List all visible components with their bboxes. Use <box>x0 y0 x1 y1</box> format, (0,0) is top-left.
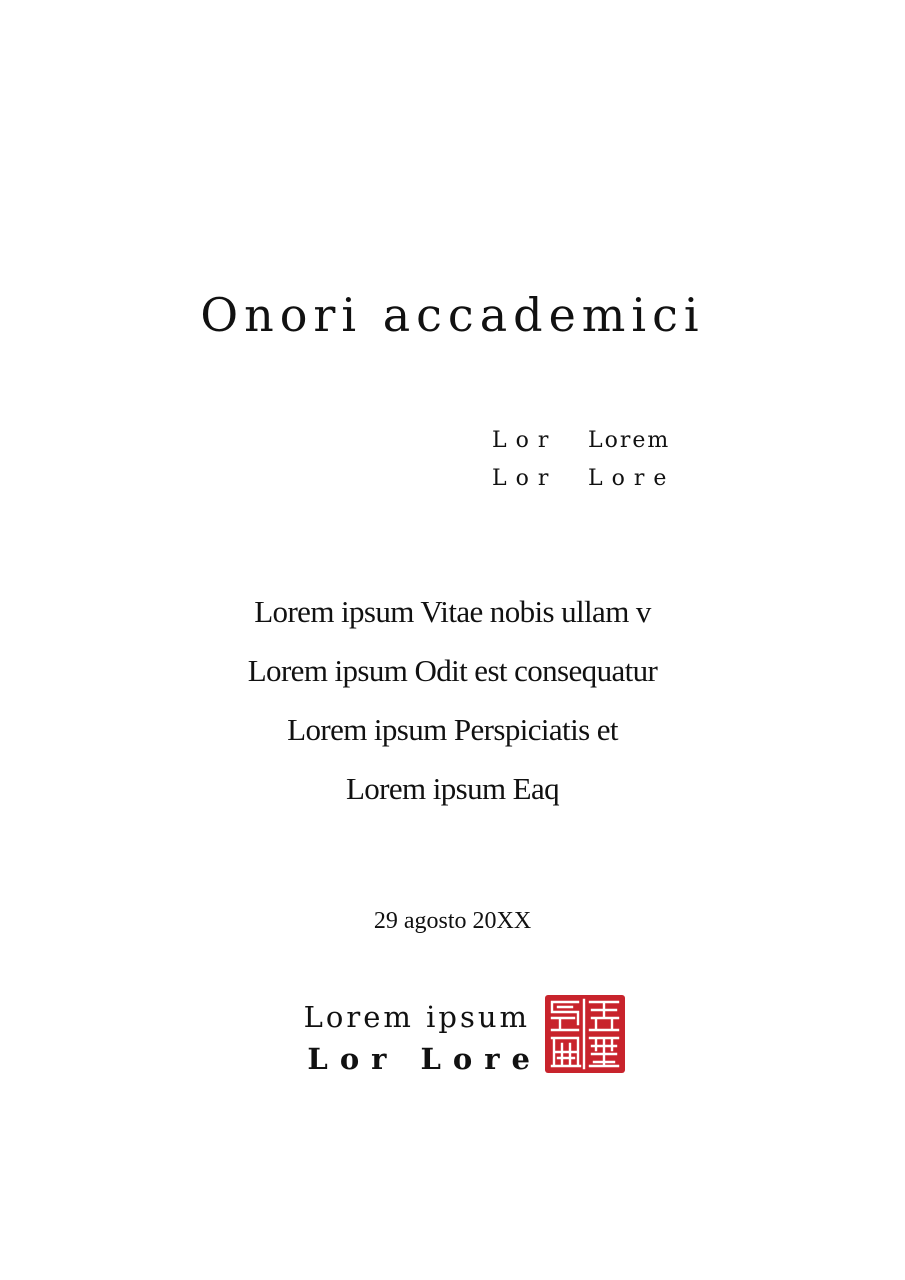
citation-text <box>0 582 905 818</box>
signature-block <box>280 996 640 1086</box>
recipient-block <box>492 422 712 498</box>
citation-line: Lorem ipsum Vitae nobis ullam v <box>254 594 651 629</box>
recipient-second: Lorem <box>588 428 671 453</box>
page-title: Onori accademici <box>200 288 705 342</box>
recipient-second: Lore <box>588 466 676 491</box>
recipient-first: Lor <box>492 428 558 453</box>
recipient-first: Lor <box>492 466 558 491</box>
citation-line: Lorem ipsum Odit est consequatur <box>247 653 658 688</box>
signature-line-2: Lor Lore <box>307 1042 542 1076</box>
signature-text <box>303 996 542 1080</box>
recipient-row <box>492 422 712 460</box>
citation-line: Lorem ipsum Eaq <box>345 771 560 806</box>
issue-date: 29 agosto 20XX <box>373 908 532 934</box>
signature-line-1: Lorem ipsum <box>303 1000 530 1034</box>
red-seal-stamp-icon <box>544 994 626 1074</box>
citation-line: Lorem ipsum Perspiciatis et <box>287 712 618 747</box>
recipient-row <box>492 460 712 498</box>
